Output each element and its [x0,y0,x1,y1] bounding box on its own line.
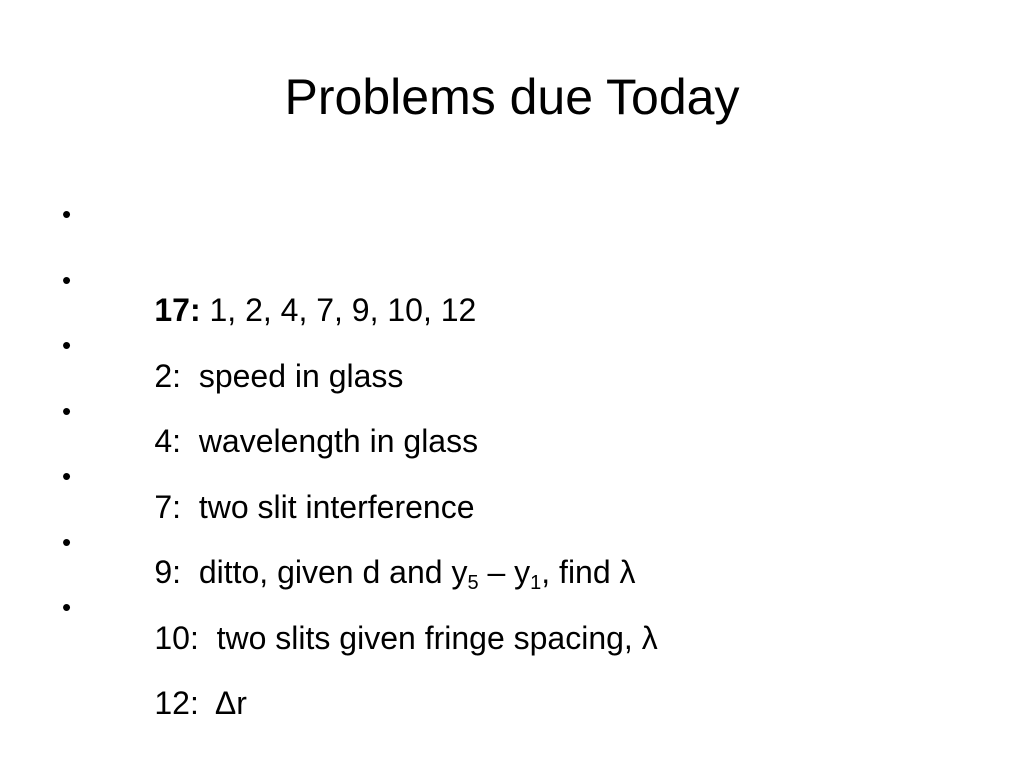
item-text: two slit interference [181,488,475,525]
list-item [62,190,962,328]
item-number: 17: [154,292,201,328]
bullet-icon: • [62,592,72,622]
list-item [62,321,962,459]
bullet-icon: • [62,199,72,229]
bullet-icon: • [62,395,72,426]
subscript: 5 [467,572,479,594]
item-number: 7: [154,488,182,525]
item-text: , find λ [541,554,636,590]
bullet-list [62,190,962,721]
item-text: ditto, given d and y [181,554,468,590]
item-number: 4: [154,423,182,459]
item-number: 9: [154,554,182,590]
list-item [62,518,962,656]
item-number: 2: [154,357,182,394]
bullet-icon: • [62,264,72,295]
item-text: wavelength in glass [181,423,479,459]
slide-title: Problems due Today [284,69,740,125]
item-text: two slits given fringe spacing, λ [198,619,658,656]
item-text: – y [478,554,531,590]
item-text: Δr [198,685,247,721]
list-item [62,452,962,594]
list-item [62,256,962,394]
item-number: 12: [154,685,199,721]
item-text: speed in glass [181,357,404,394]
bullet-icon: • [62,526,72,557]
item-text: 1, 2, 4, 7, 9, 10, 12 [200,292,477,328]
bullet-icon: • [62,461,72,491]
list-item [62,583,962,721]
subscript: 1 [530,572,542,594]
list-item [62,387,962,525]
bullet-icon: • [62,330,72,360]
item-number: 10: [154,619,199,656]
